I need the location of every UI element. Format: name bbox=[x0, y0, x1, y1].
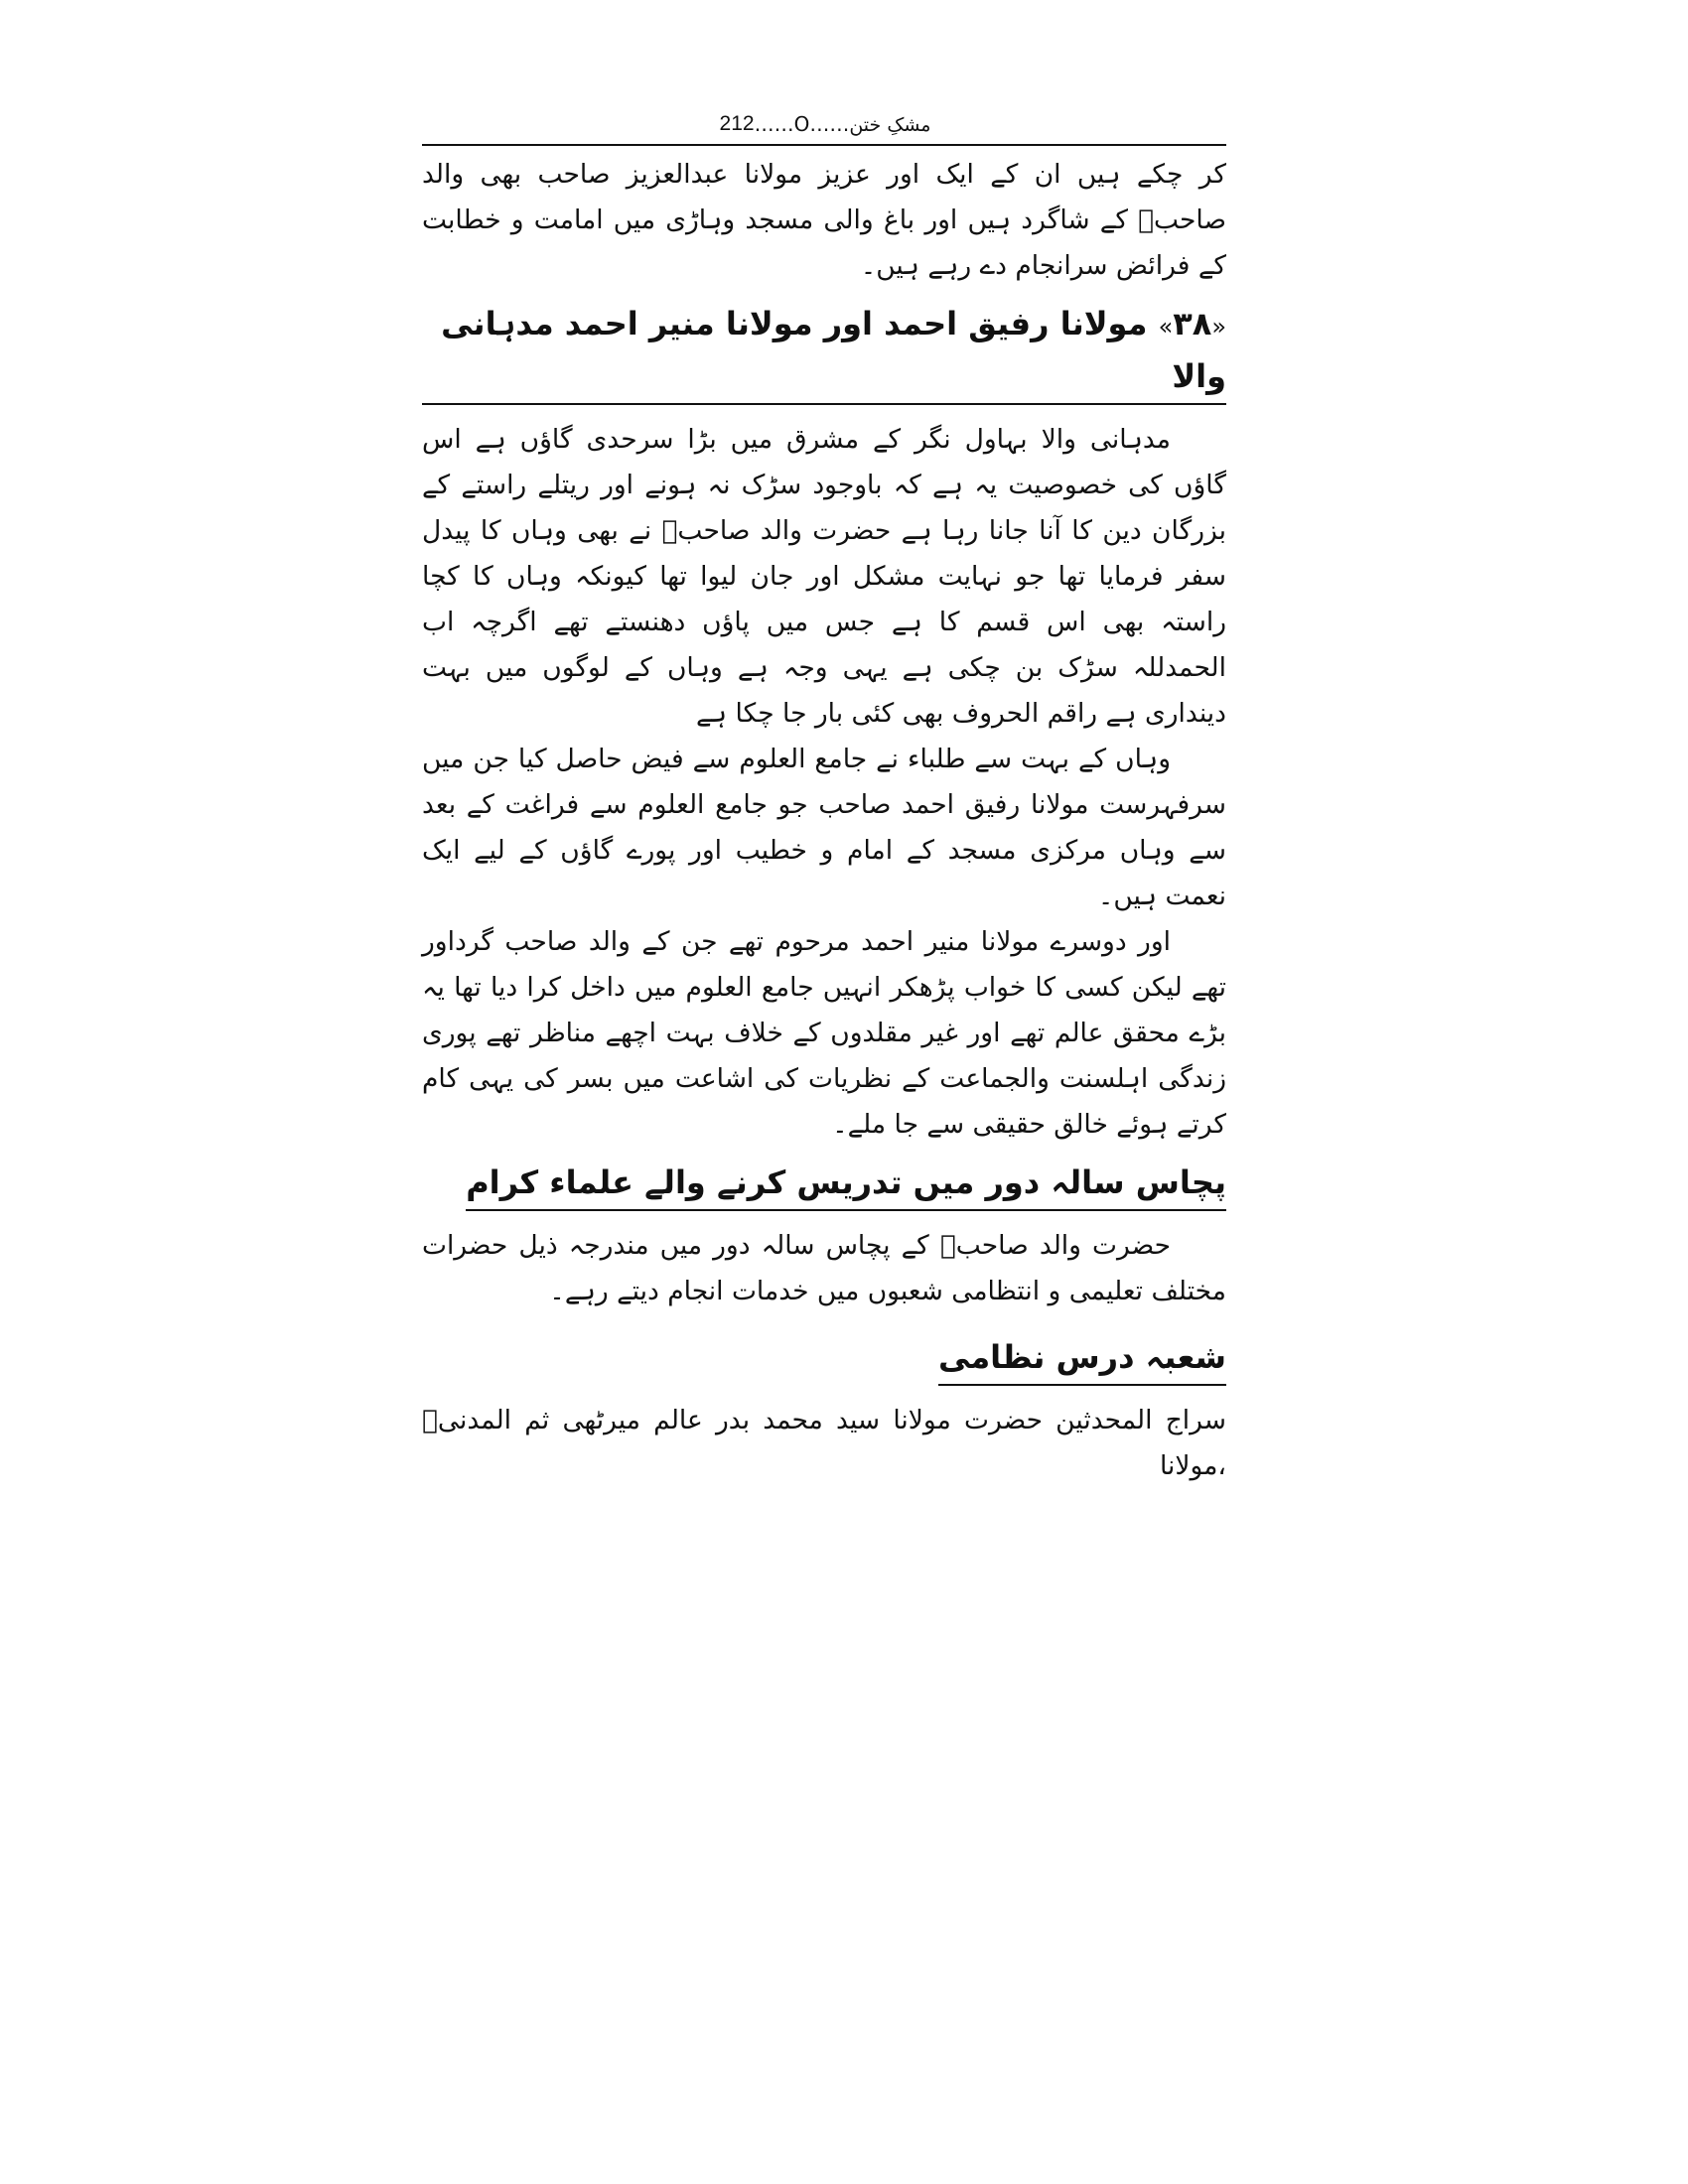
heading-title-38: مولانا رفیق احمد اور مولانا منیر احمد مدہانی والا bbox=[441, 305, 1226, 395]
paragraph-madhani-wala: مدہانی والا بہاول نگر کے مشرق میں بڑا سرحدی گاؤں ہے اس گاؤں کی خصوصیت یہ ہے کہ باوجود سڑک نہ ہونے اور ریتلے راستے کے بزرگان دین کا آنا جانا رہا ہے حضرت والد صاحبؒ نے بھی وہاں کا پیدل سفر فرمایا تھا جو نہایت مشکل اور جان لیوا تھا کیونکہ وہاں کا کچا راستہ بھی اس قسم کا ہے جس میں پاؤں دھنستے تھے اگرچہ اب الحمدللہ سڑک بن چکی ہے یہی وجہ ہے وہاں کے لوگوں میں بہت دینداری ہے راقم الحروف بھی کئی بار جا چکا ہے bbox=[422, 424, 1226, 729]
section-heading-38 bbox=[422, 299, 1226, 405]
document-page bbox=[422, 84, 1226, 1554]
section-heading-dars-nizami: شعبہ درس نظامی bbox=[938, 1332, 1226, 1386]
section-heading-teachers: پچاس سالہ دور میں تدریس کرنے والے علماء کرام bbox=[466, 1158, 1226, 1211]
paragraph-munir-ahmad: اور دوسرے مولانا منیر احمد مرحوم تھے جن کے والد صاحب گرداور تھے لیکن کسی کا خواب پڑھکر انہیں جامع العلوم میں داخل کرا دیا تھا یہ بڑے محقق عالم تھے اور غیر مقلدوں کے خلاف بہت اچھے مناظر تھے پوری زندگی اہلسنت والجماعت کے نظریات کی اشاعت میں بسر کی یہی کام کرتے ہوئے خالق حقیقی سے جا ملے۔ bbox=[422, 926, 1226, 1140]
heading-ornament-open: « bbox=[1211, 313, 1226, 341]
paragraph-fifty-years: حضرت والد صاحبؒ کے پچاس سالہ دور میں مندرجہ ذیل حضرات مختلف تعلیمی و انتظامی شعبوں میں خدمات انجام دیتے رہے۔ bbox=[422, 1230, 1226, 1306]
header-separator: ……O…… bbox=[754, 112, 850, 136]
paragraph-teacher-list: سراج المحدثین حضرت مولانا سید محمد بدر عالم میرٹھی ثم المدنیؒ ،مولانا bbox=[422, 1405, 1226, 1481]
heading-row-38 bbox=[422, 295, 1226, 417]
heading-row-teachers bbox=[422, 1154, 1226, 1223]
running-header bbox=[422, 84, 1226, 136]
heading-row-dars bbox=[422, 1328, 1226, 1398]
heading-ornament-close: » bbox=[1158, 313, 1174, 341]
page-number: 212 bbox=[719, 112, 755, 135]
body-text bbox=[422, 152, 1226, 1489]
paragraph-students: وہاں کے بہت سے طلباء نے جامع العلوم سے فیض حاصل کیا جن میں سرفہرست مولانا رفیق احمد صاحب جو جامع العلوم سے فراغت کے بعد سے وہاں مرکزی مسجد کے امام و خطیب اور پورے گاؤں کے لیے ایک نعمت ہیں۔ bbox=[422, 744, 1226, 911]
header-rule bbox=[422, 144, 1226, 146]
intro-paragraph: کر چکے ہیں ان کے ایک اور عزیز مولانا عبدالعزیز صاحب بھی والد صاحبؒ کے شاگرد ہیں اور باغ والی مسجد وہاڑی میں امامت و خطابت کے فرائض سرانجام دے رہے ہیں۔ bbox=[422, 159, 1226, 281]
heading-number: ۳۸ bbox=[1173, 305, 1212, 342]
header-book-title: مشکِ ختن bbox=[849, 114, 931, 136]
